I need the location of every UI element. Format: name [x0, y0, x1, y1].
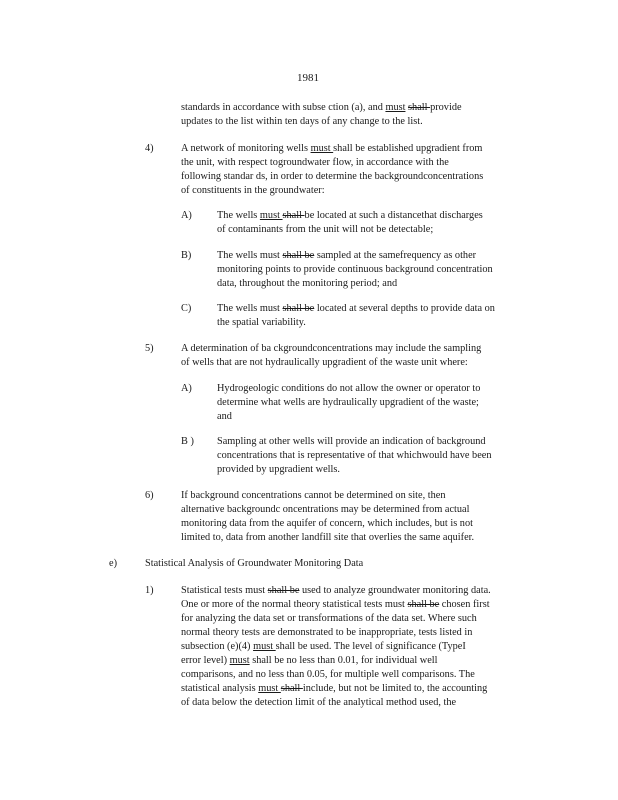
- item-label: 5): [145, 343, 154, 354]
- inserted-text: must: [385, 102, 406, 113]
- text-span: The wells: [217, 210, 260, 221]
- text-line: [181, 156, 449, 170]
- text-span: include, but not be limited to, the accounting: [302, 683, 488, 694]
- text-span: shall be used. The level of significance (TypeI: [275, 641, 466, 652]
- text-line: [217, 396, 479, 410]
- text-span: and: [217, 411, 232, 422]
- text-span: for analyzing the data set or transformations of the data set. Where such: [181, 613, 477, 624]
- subitem-label: A): [181, 383, 192, 394]
- section-heading: Statistical Analysis of Groundwater Monitoring Data: [145, 558, 364, 569]
- subitem-label: B ): [181, 436, 194, 447]
- text-span: subsection (e)(4): [181, 641, 254, 652]
- text-span: located at several depths to provide data on: [314, 303, 495, 314]
- text-line: [217, 249, 476, 263]
- text-line: [181, 531, 474, 545]
- text-line: [181, 682, 487, 696]
- inserted-text: must: [253, 641, 276, 652]
- text-span: monitoring points to provide continuous background concentration: [217, 264, 493, 275]
- inserted-text: must: [259, 210, 283, 221]
- struck-text: shall be: [407, 599, 440, 610]
- struck-text: shall be: [267, 585, 300, 596]
- struck-text: shall be: [282, 303, 315, 314]
- text-line: [181, 640, 466, 654]
- struck-text: shall: [282, 210, 305, 221]
- text-span: shall be no less than 0.01, for individual well: [249, 655, 438, 666]
- text-span: monitoring data from the aquifer of concern, which includes, but is not: [181, 518, 473, 529]
- struck-text: shall: [408, 102, 431, 113]
- text-line: [217, 316, 306, 330]
- text-line: [181, 356, 468, 370]
- item-label: 1): [145, 585, 154, 596]
- inserted-text: must: [229, 655, 250, 666]
- text-line: [217, 435, 486, 449]
- subitem-label: B): [181, 250, 192, 261]
- text-line: [181, 517, 473, 531]
- text-line: [217, 463, 340, 477]
- text-span: sampled at the samefrequency as other: [314, 250, 477, 261]
- text-line: [217, 223, 433, 237]
- text-line: [217, 263, 493, 277]
- text-span: of contaminants from the unit will not be detectable;: [217, 224, 434, 235]
- text-span: A network of monitoring wells: [181, 143, 311, 154]
- text-span: determine what wells are hydraulically upgradient of the waste;: [217, 397, 479, 408]
- text-span: of constituents in the groundwater:: [181, 185, 325, 196]
- text-line: [181, 142, 482, 156]
- struck-text: shall be: [282, 250, 315, 261]
- text-line: [181, 184, 325, 198]
- text-line: [181, 503, 469, 517]
- text-span: updates to the list within ten days of any change to the list.: [181, 116, 423, 127]
- item-label: 4): [145, 143, 154, 154]
- text-line: [181, 101, 462, 115]
- text-line: [217, 449, 492, 463]
- text-line: [181, 696, 456, 710]
- text-span: One or more of the normal theory statistical tests must: [181, 599, 408, 610]
- text-line: [181, 115, 423, 129]
- text-span: Sampling at other wells will provide an indication of background: [217, 436, 486, 447]
- text-line: [217, 410, 232, 424]
- struck-text: shall: [280, 683, 303, 694]
- text-line: [181, 612, 477, 626]
- text-span: error level): [181, 655, 230, 666]
- text-line: [181, 654, 438, 668]
- text-span: the unit, with respect togroundwater flow, in accordance with the: [181, 157, 449, 168]
- text-span: standards in accordance with subse ction (a), and: [181, 102, 386, 113]
- text-line: [181, 489, 445, 503]
- text-span: of wells that are not hydraulically upgradient of the waste unit where:: [181, 357, 468, 368]
- text-span: shall be established upgradient from: [333, 143, 483, 154]
- subitem-label: A): [181, 210, 192, 221]
- text-span: A determination of ba ckgroundconcentrations may include the sampling: [181, 343, 482, 354]
- text-line: [217, 302, 495, 316]
- text-span: statistical analysis: [181, 683, 259, 694]
- item-label: 6): [145, 490, 154, 501]
- inserted-text: must: [258, 683, 281, 694]
- text-span: alternative backgroundc oncentrations may be determined from actual: [181, 504, 470, 515]
- text-line: [181, 342, 481, 356]
- text-span: comparisons, and no less than 0.05, for multiple well comparisons. The: [181, 669, 475, 680]
- text-span: normal theory tests are demonstrated to be inappropriate, tests listed in: [181, 627, 473, 638]
- text-span: If background concentrations cannot be determined on site, then: [181, 490, 446, 501]
- text-span: The wells must: [217, 250, 283, 261]
- text-span: following standar ds, in order to determine the backgroundconcentrations: [181, 171, 484, 182]
- text-span: be located at such a distancethat discharges: [304, 210, 483, 221]
- text-line: [217, 277, 397, 291]
- text-span: Hydrogeologic conditions do not allow the owner or operator to: [217, 383, 481, 394]
- text-line: [217, 209, 483, 223]
- text-line: [181, 668, 475, 682]
- section-label: e): [109, 558, 117, 569]
- text-span: chosen first: [439, 599, 490, 610]
- text-span: provided by upgradient wells.: [217, 464, 340, 475]
- text-span: concentrations that is representative of that whichwould have been: [217, 450, 492, 461]
- text-span: of data below the detection limit of the analytical method used, the: [181, 697, 457, 708]
- text-line: [181, 584, 491, 598]
- text-span: data, throughout the monitoring period; and: [217, 278, 398, 289]
- inserted-text: must: [310, 143, 334, 154]
- text-line: [181, 170, 483, 184]
- text-span: used to analyze groundwater monitoring data.: [299, 585, 491, 596]
- text-span: provide: [430, 102, 462, 113]
- text-line: [181, 598, 490, 612]
- text-line: [181, 626, 472, 640]
- text-span: the spatial variability.: [217, 317, 306, 328]
- text-span: The wells must: [217, 303, 283, 314]
- text-span: Statistical tests must: [181, 585, 268, 596]
- subitem-label: C): [181, 303, 192, 314]
- page-number: 1981: [297, 72, 319, 84]
- text-line: [217, 382, 480, 396]
- text-span: limited to, data from another landfill site that overlies the same aquifer.: [181, 532, 475, 543]
